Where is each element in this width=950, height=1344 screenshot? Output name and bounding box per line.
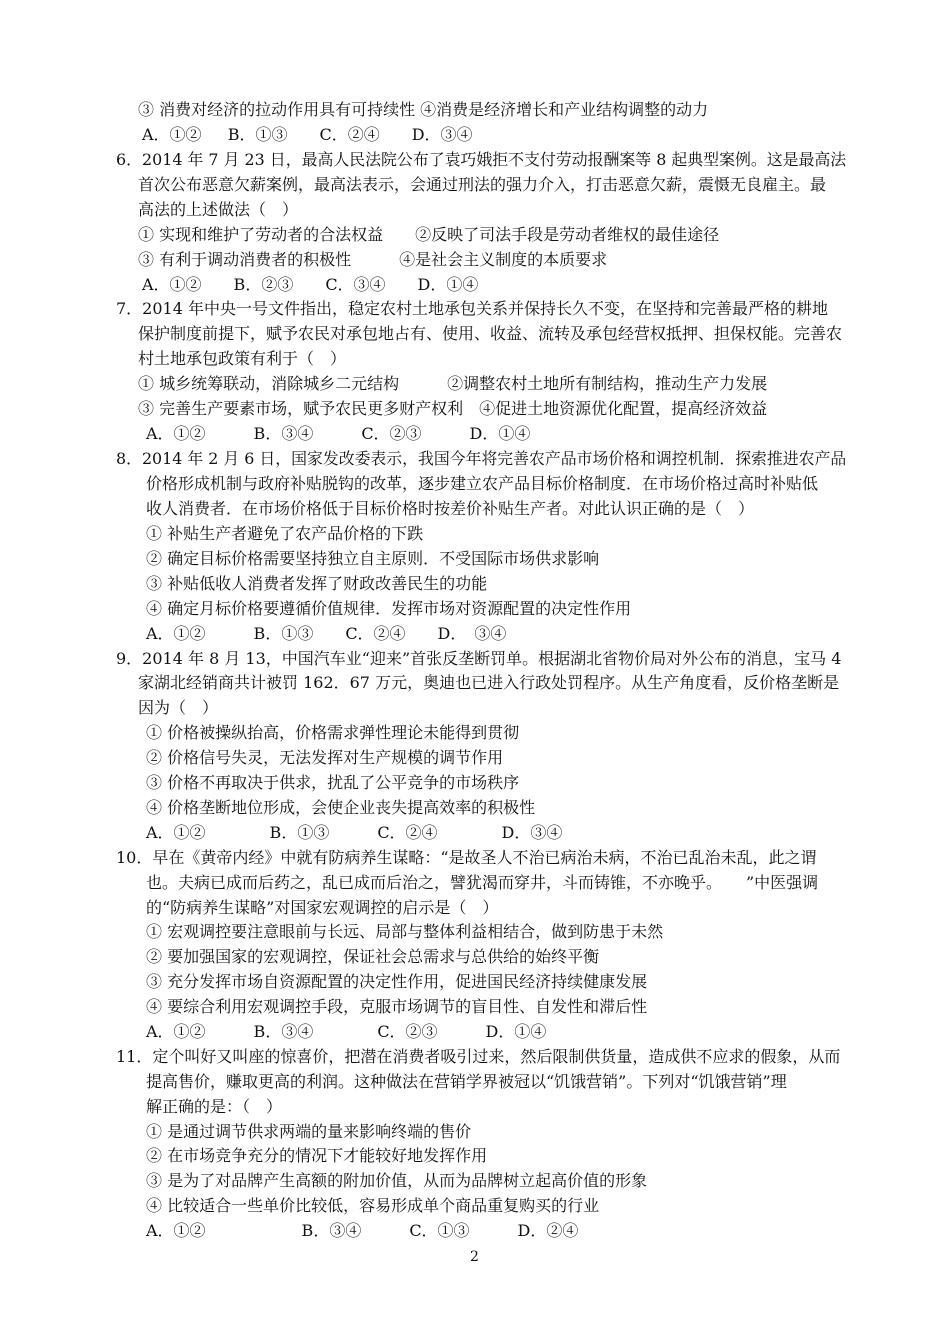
question-10-option-line-1: ① 宏观调控要注意眼前与长远、局部与整体利益相结合，做到防患于未然 bbox=[146, 922, 664, 941]
question-6-stem-line-2: 首次公布恶意欠薪案例，最高法表示，会通过刑法的强力介入，打击恶意欠薪，震慑无良雇主。最 bbox=[138, 175, 827, 194]
question-8-stem-line-1: 8．2014 年 2 月 6 日，国家发改委表示，我国今年将完善农产品市场价格和调控机制．探索推进农产品 bbox=[116, 449, 847, 468]
page-number: 2 bbox=[470, 1249, 479, 1265]
question-8-option-line-3: ③ 补贴低收人消费者发挥了财政改善民生的功能 bbox=[146, 574, 488, 593]
question-10-stem-line-1: 10．早在《黄帝内经》中就有防病养生谋略：“是故圣人不治已病治未病，不治已乱治未乱，此之谓 bbox=[116, 848, 817, 867]
question-6-stem-line-3: 高法的上述做法（ ） bbox=[138, 200, 299, 219]
question-9-option-line-1: ① 价格被操纵抬高，价格需求弹性理论未能得到贯彻 bbox=[146, 723, 520, 742]
question-7-stem-line-3: 村土地承包政策有利于（ ） bbox=[138, 349, 347, 368]
question-8-option-line-2: ② 确定目标价格需要坚持独立自主原则．不受国际市场供求影响 bbox=[146, 549, 600, 568]
question-6-answers: A．①② B．②③ C．③④ D．①④ bbox=[142, 275, 479, 294]
prev-question-option-line: ③ 消费对经济的拉动作用具有可持续性 ④消费是经济增长和产业结构调整的动力 bbox=[138, 100, 709, 119]
question-10-option-line-3: ③ 充分发挥市场自资源配置的决定性作用，促进国民经济持续健康发展 bbox=[146, 972, 648, 991]
question-7-stem-line-1: 7．2014 年中央一号文件指出，稳定农村土地承包关系并保持长久不变，在坚持和完善最严格的耕地 bbox=[116, 299, 828, 318]
question-11-option-line-1: ① 是通过调节供求两端的量来影响终端的售价 bbox=[146, 1122, 472, 1141]
question-11-stem-line-3: 解正确的是：（ ） bbox=[146, 1097, 283, 1116]
question-10-answers: A．①② B．③④ C．②③ D．①④ bbox=[146, 1022, 547, 1041]
question-7-option-line-2: ③ 完善生产要素市场，赋予农民更多财产权利 ④促进土地资源优化配置，提高经济效益 bbox=[138, 399, 768, 418]
prev-question-answers: A．①② B．①③ C．②④ D．③④ bbox=[142, 125, 473, 144]
question-11-stem-line-1: 11．定个叫好又叫座的惊喜价，把潜在消费者吸引过来，然后限制供货量，造成供不应求的假象，从而 bbox=[116, 1047, 841, 1066]
question-11-answers: A．①② B．③④ C．①③ D．②④ bbox=[146, 1221, 579, 1240]
question-8-option-line-1: ① 补贴生产者避免了农产品价格的下跌 bbox=[146, 524, 424, 543]
question-10-stem-line-2: 也。夫病已成而后药之，乱已成而后治之，譬犹渴而穿井，斗而铸锥，不亦晚乎。 ”中医强调 bbox=[146, 873, 819, 892]
question-10-option-line-4: ④ 要综合利用宏观调控手段，克服市场调节的盲目性、自发性和滞后性 bbox=[146, 997, 648, 1016]
question-11-option-line-3: ③ 是为了对品牌产生高额的附加价值，从而为品牌树立起高价值的形象 bbox=[146, 1171, 648, 1190]
question-6-option-line-1: ① 实现和维护了劳动者的合法权益 ②反映了司法手段是劳动者维权的最佳途径 bbox=[138, 225, 720, 244]
question-10-stem-line-3: 的“防病养生谋略”对国家宏观调控的启示是（ ） bbox=[146, 898, 499, 917]
question-11-option-line-4: ④ 比较适合一些单价比较低，容易形成单个商品重复购买的行业 bbox=[146, 1196, 600, 1215]
question-9-stem-line-3: 因为（ ） bbox=[138, 698, 219, 717]
question-8-option-line-4: ④ 确定月标价格要遵循价值规律．发挥市场对资源配置的决定性作用 bbox=[146, 599, 632, 618]
question-6-stem-line-1: 6．2014 年 7 月 23 日，最高人民法院公布了袁巧娥拒不支付劳动报酬案等 8 起典型案例。这是最高法 bbox=[116, 150, 847, 169]
question-9-stem-line-1: 9．2014 年 8 月 13，中国汽车业“迎来”首张反垄断罚单。根据湖北省物价局对外公布的消息，宝马 4 bbox=[116, 649, 842, 668]
question-11-option-line-2: ② 在市场竞争充分的情况下才能较好地发挥作用 bbox=[146, 1146, 488, 1165]
question-8-answers: A．①② B．①③ C．②④ D． ③④ bbox=[146, 624, 507, 643]
question-7-answers: A．①② B．③④ C．②③ D．①④ bbox=[146, 424, 531, 443]
question-7-option-line-1: ① 城乡统筹联动，消除城乡二元结构 ②调整农村土地所有制结构，推动生产力发展 bbox=[138, 374, 768, 393]
question-9-stem-line-2: 家湖北经销商共计被罚 162．67 万元，奥迪也已进入行政处罚程序。从生产角度看，反价格垄断是 bbox=[138, 673, 840, 692]
question-8-stem-line-2: 价格形成机制与政府补贴脱钩的改革，逐步建立农产品目标价格制度．在市场价格过高时补贴低 bbox=[146, 474, 819, 493]
question-7-stem-line-2: 保护制度前提下，赋予农民对承包地占有、使用、收益、流转及承包经营权抵押、担保权能。完善农 bbox=[138, 324, 843, 343]
question-9-answers: A．①② B．①③ C．②④ D．③④ bbox=[146, 823, 563, 842]
question-9-option-line-2: ② 价格信号失灵，无法发挥对生产规模的调节作用 bbox=[146, 748, 504, 767]
question-6-option-line-2: ③ 有利于调动消费者的积极性 ④是社会主义制度的本质要求 bbox=[138, 250, 608, 269]
question-9-option-line-3: ③ 价格不再取决于供求，扰乱了公平竞争的市场秩序 bbox=[146, 773, 520, 792]
question-10-option-line-2: ② 要加强国家的宏观调控，保证社会总需求与总供给的始终平衡 bbox=[146, 947, 600, 966]
question-11-stem-line-2: 提高售价，赚取更高的利润。这种做法在营销学界被冠以“饥饿营销”。下列对“饥饿营销”理 bbox=[146, 1072, 787, 1091]
question-9-option-line-4: ④ 价格垄断地位形成，会使企业丧失提高效率的积极性 bbox=[146, 798, 536, 817]
question-8-stem-line-3: 收人消费者．在市场价格低于目标价格时按差价补贴生产者。对此认识正确的是（ ） bbox=[146, 499, 755, 518]
